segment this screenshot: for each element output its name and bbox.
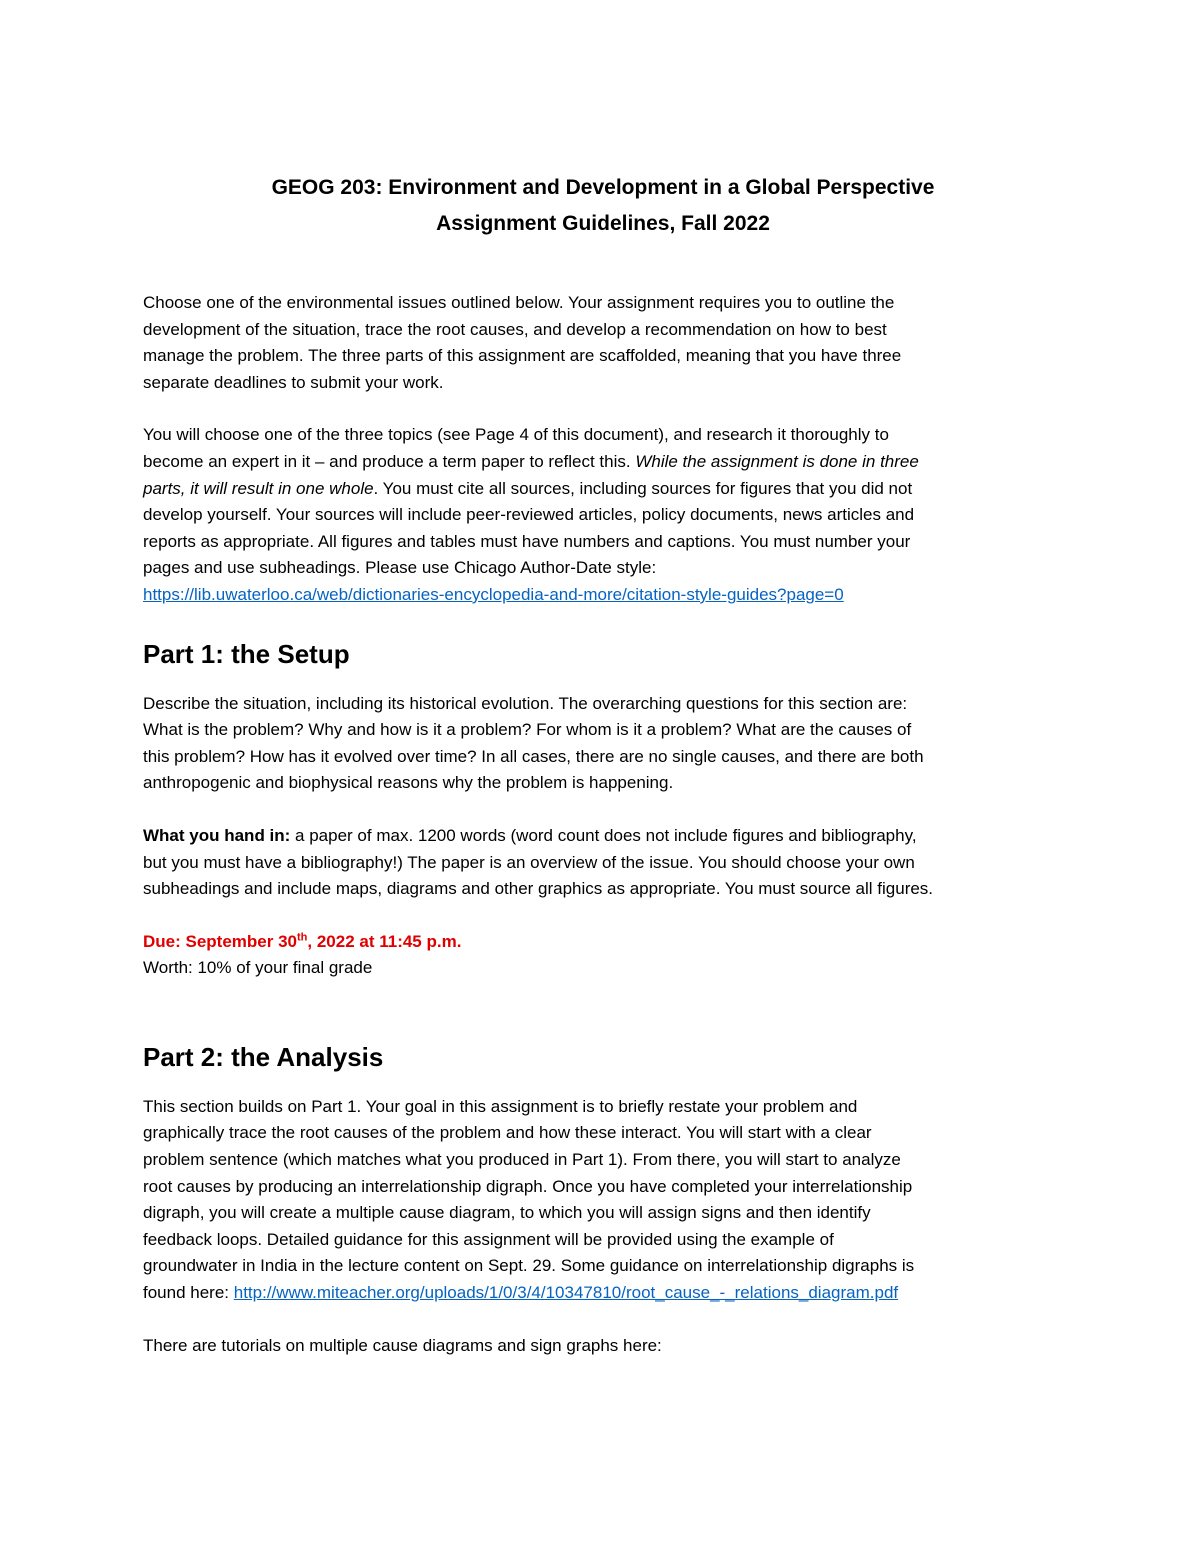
part1-heading: Part 1: the Setup bbox=[143, 638, 350, 669]
part2-line: groundwater in India in the lecture content on Sept. 29. Some guidance on interrelationship digraphs is bbox=[143, 1256, 915, 1276]
document-page bbox=[143, 170, 1063, 1359]
due-suffix: , 2022 at 11:45 p.m. bbox=[307, 931, 462, 951]
title-line-2: Assignment Guidelines, Fall 2022 bbox=[436, 212, 770, 235]
part2-line bbox=[143, 1280, 1063, 1307]
handin-line bbox=[143, 823, 1063, 850]
part1-line: this problem? How has it evolved over time? In all cases, there are no single causes, and there are both bbox=[143, 746, 924, 766]
part2-line: problem sentence (which matches what you produced in Part 1). From there, you will start to analyze bbox=[143, 1150, 901, 1170]
part2-line: graphically trace the root causes of the problem and how these interact. You will start with a clear bbox=[143, 1123, 872, 1143]
part2-description bbox=[143, 1094, 1063, 1307]
instructions-paragraph bbox=[143, 422, 1063, 608]
intro-line: development of the situation, trace the root causes, and develop a recommendation on how to best bbox=[143, 319, 887, 339]
instructions-line bbox=[143, 582, 1063, 609]
citation-style-link[interactable]: https://lib.uwaterloo.ca/web/dictionaries-encyclopedia-and-more/citation-style-guides?page=0 bbox=[143, 584, 844, 604]
part2-line: feedback loops. Detailed guidance for this assignment will be provided using the example of bbox=[143, 1229, 834, 1249]
instructions-line bbox=[143, 449, 1063, 476]
part2-line: root causes by producing an interrelationship digraph. Once you have completed your interrelationship bbox=[143, 1176, 913, 1196]
part2-line: This section builds on Part 1. Your goal in this assignment is to briefly restate your problem and bbox=[143, 1096, 858, 1116]
document-title bbox=[143, 170, 1063, 242]
handin-line: but you must have a bibliography!) The paper is an overview of the issue. You should choose your own bbox=[143, 852, 915, 872]
handin-text: a paper of max. 1200 words (word count does not include figures and bibliography, bbox=[290, 825, 917, 845]
intro-line: separate deadlines to submit your work. bbox=[143, 372, 444, 392]
instructions-italic: While the assignment is done in three bbox=[635, 451, 919, 471]
handin-line: subheadings and include maps, diagrams and other graphics as appropriate. You must source all figures. bbox=[143, 879, 934, 899]
due-date bbox=[143, 929, 1063, 956]
instructions-line: You will choose one of the three topics (see Page 4 of this document), and research it thoroughly to bbox=[143, 425, 889, 445]
part2-heading: Part 2: the Analysis bbox=[143, 1041, 384, 1072]
intro-paragraph bbox=[143, 290, 1063, 396]
instructions-line: reports as appropriate. All figures and tables must have numbers and captions. You must number your bbox=[143, 531, 911, 551]
intro-line: manage the problem. The three parts of this assignment are scaffolded, meaning that you have three bbox=[143, 346, 902, 366]
instructions-line: develop yourself. Your sources will include peer-reviewed articles, policy documents, news articles and bbox=[143, 505, 915, 525]
due-prefix: Due: September 30 bbox=[143, 931, 297, 951]
part1-deadline bbox=[143, 929, 1063, 982]
handin-label: What you hand in: bbox=[143, 825, 291, 845]
worth: Worth: 10% of your final grade bbox=[143, 958, 373, 978]
instructions-text: become an expert in it – and produce a term paper to reflect this. bbox=[143, 451, 636, 471]
part1-line: Describe the situation, including its historical evolution. The overarching questions for this section are: bbox=[143, 693, 908, 713]
instructions-line: pages and use subheadings. Please use Chicago Author-Date style: bbox=[143, 558, 657, 578]
instructions-text: . You must cite all sources, including sources for figures that you did not bbox=[373, 478, 913, 498]
part1-line: anthropogenic and biophysical reasons why the problem is happening. bbox=[143, 773, 674, 793]
relations-diagram-link[interactable]: http://www.miteacher.org/uploads/1/0/3/4/10347810/root_cause_-_relations_diagram.pdf bbox=[233, 1283, 899, 1303]
instructions-line bbox=[143, 476, 1063, 503]
due-superscript: th bbox=[297, 931, 308, 944]
part2-line: digraph, you will create a multiple cause diagram, to which you will assign signs and then identify bbox=[143, 1203, 871, 1223]
part1-description bbox=[143, 691, 1063, 797]
tutorials-line: There are tutorials on multiple cause diagrams and sign graphs here: bbox=[143, 1335, 662, 1355]
part1-line: What is the problem? Why and how is it a problem? For whom is it a problem? What are the causes of bbox=[143, 720, 912, 740]
title-line-1: GEOG 203: Environment and Development in a Global Perspective bbox=[271, 176, 935, 199]
found-here-text: found here: bbox=[143, 1283, 234, 1303]
instructions-italic: parts, it will result in one whole bbox=[143, 478, 374, 498]
part1-handin bbox=[143, 823, 1063, 903]
intro-line: Choose one of the environmental issues outlined below. Your assignment requires you to outline the bbox=[143, 293, 895, 312]
